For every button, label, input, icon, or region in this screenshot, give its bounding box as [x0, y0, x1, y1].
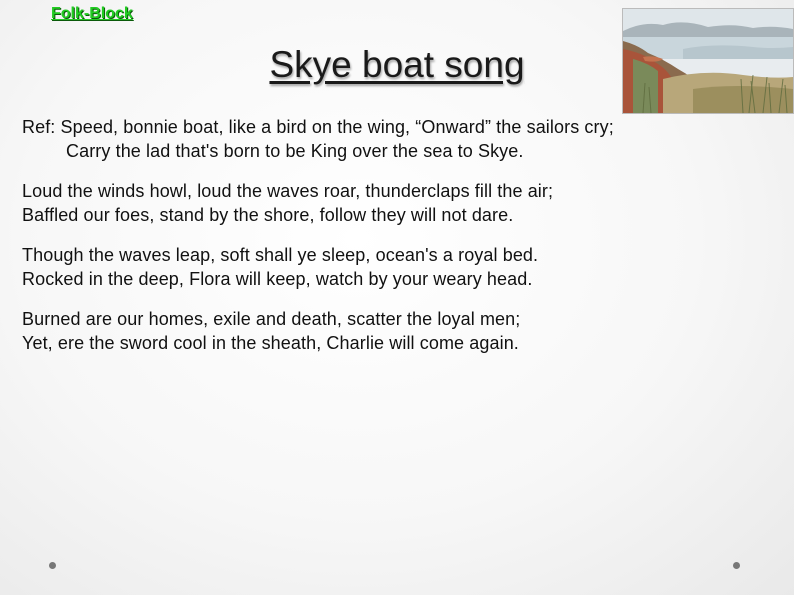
verse-1-line-2: Baffled our foes, stand by the shore, follow they will not dare. — [22, 205, 514, 225]
verse-3-line-1: Burned are our homes, exile and death, scatter the loyal men; — [22, 309, 521, 329]
verse-2-line-1: Though the waves leap, soft shall ye sleep, ocean's a royal bed. — [22, 245, 539, 265]
verse-2-stanza — [22, 243, 662, 291]
folk-block-link[interactable]: Folk-Block — [51, 5, 133, 22]
refrain-stanza — [22, 115, 662, 163]
verse-3-line-2: Yet, ere the sword cool in the sheath, Charlie will come again. — [22, 333, 519, 353]
refrain-line-2: Carry the lad that's born to be King over the sea to Skye. — [66, 141, 524, 161]
verse-1-line-1: Loud the winds howl, loud the waves roar, thunderclaps fill the air; — [22, 181, 554, 201]
verse-1-stanza — [22, 179, 662, 227]
verse-2-line-2: Rocked in the deep, Flora will keep, watch by your weary head. — [22, 269, 533, 289]
refrain-line-1: Ref: Speed, bonnie boat, like a bird on the wing, “Onward” the sailors cry; — [22, 117, 614, 137]
lyrics-body — [22, 115, 662, 371]
decorative-dot-left — [49, 562, 56, 569]
decorative-dot-right — [733, 562, 740, 569]
verse-3-stanza — [22, 307, 662, 355]
landscape-painting-icon — [622, 8, 794, 114]
page-title-text: Skye boat song — [269, 44, 525, 85]
